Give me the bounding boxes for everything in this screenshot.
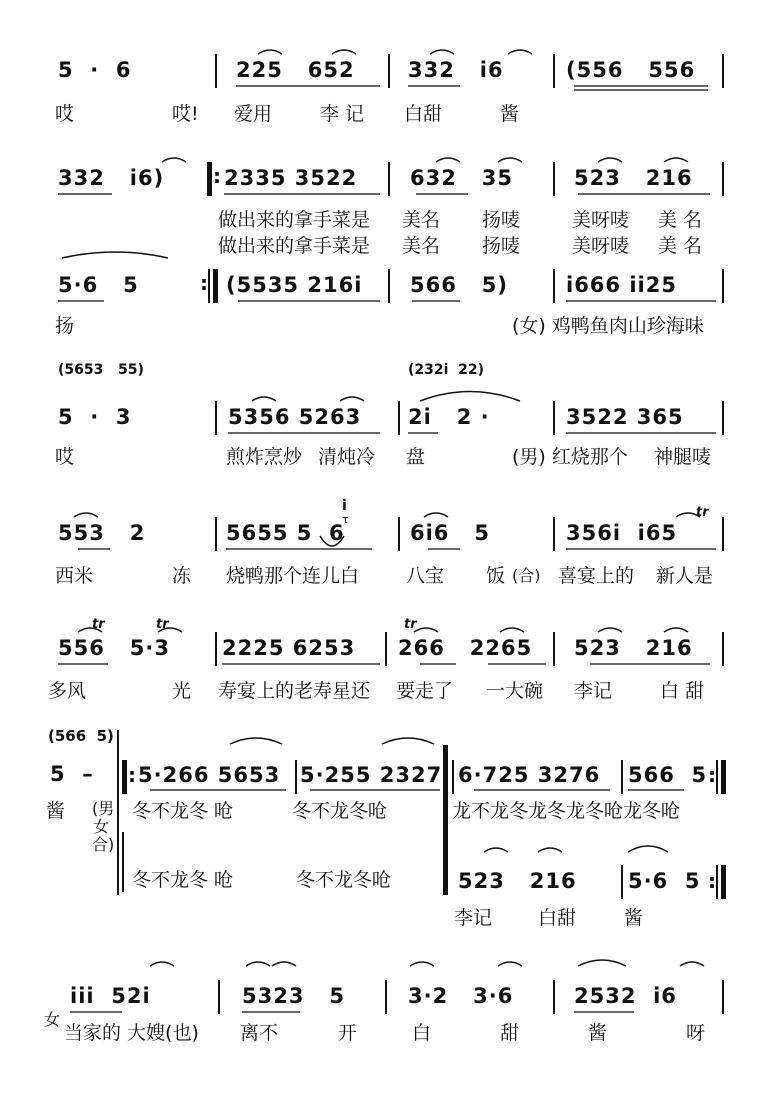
row1-m4: (556 556 (566, 58, 696, 82)
row7-lower-m1: 523 216 (458, 869, 577, 893)
row6-lyric: 李记 (574, 680, 613, 702)
row6-lyric: 一大碗 (486, 680, 544, 702)
row7-m5: 566 5 (628, 763, 708, 787)
trill-ornament: tr (696, 505, 709, 520)
row6-lyric: 要走了 (396, 680, 454, 702)
row7-lyric-lower: 冬不龙冬呛 (296, 869, 392, 891)
row2-lyric-verse2: 扬唛 (482, 235, 521, 257)
row2-lyric-verse2: 美名 (402, 235, 441, 257)
row6-m1: 556 5·3 (58, 636, 170, 660)
row5-m3: 6i6 5 (410, 521, 490, 545)
row4-m2: 5356 5263 (228, 405, 362, 429)
trill-ornament: tr (156, 617, 169, 632)
row8-lyric: 酱 (588, 1022, 608, 1044)
row1-lyric: 酱 (500, 103, 520, 125)
row4-lyric: 清炖冷 (318, 446, 376, 468)
row2-lyric-verse2: 做出来的拿手菜是 (218, 235, 371, 257)
trill-ornament: tr (92, 617, 105, 632)
row2-lyric: 做出来的拿手菜是 (218, 209, 371, 231)
row5-lyric: 烧鸭那个连儿白 (226, 565, 360, 587)
row2-lyric: 美 名 (658, 209, 703, 231)
row8-lyric: 开 (338, 1022, 358, 1044)
row4-m4: 3522 365 (566, 405, 684, 429)
row7-m3: 5·255 2327 (300, 763, 443, 787)
row2-m3: 632 35 (410, 166, 513, 190)
row7-lyric-lower: 冬不龙冬 呛 (132, 869, 234, 891)
row7-lyric-upper: 龙不龙冬龙冬龙冬呛龙冬呛 (452, 800, 681, 822)
row3-m1: 5·6 5 (58, 273, 139, 297)
row4-lyric: 神腿唛 (654, 446, 712, 468)
row8-m3: 3·2 3·6 (408, 984, 514, 1008)
row1-lyric: 白甜 (404, 103, 443, 125)
row1-lyric: 李 记 (320, 103, 365, 125)
row7-lyric-lower2: 酱 (624, 907, 644, 929)
row2-lyric: 美呀唛 (572, 209, 630, 231)
row8-lyric: 白 (412, 1022, 432, 1044)
row7-lyric-lower2: 白甜 (538, 907, 577, 929)
row8-lyric: 呀 (686, 1022, 706, 1044)
repeat-dots: : (708, 763, 716, 787)
row4-m1: 5 · 3 (58, 405, 132, 429)
row4-lyric: 煎炸烹炒 (226, 446, 303, 468)
repeat-dots: : (213, 164, 221, 188)
row8-lyric: 甜 (500, 1022, 520, 1044)
row5-m2: 5655 5 6 (226, 521, 345, 545)
row1-lyric: 哎 (55, 103, 75, 125)
row7-m4: 6·725 3276 (458, 763, 601, 787)
row6-m4: 523 216 (574, 636, 693, 660)
row6-m3: 266 2265 (398, 636, 533, 660)
row1-lyric: 爱用 (234, 103, 273, 125)
row2-lyric: 扬唛 (482, 209, 521, 231)
row7-lyric-upper: 冬不龙冬呛 (292, 800, 388, 822)
row1-lyric: 哎! (172, 103, 199, 125)
row3-m4: i666 ii25 (566, 273, 677, 297)
row6-lyric: 多风 (48, 680, 87, 702)
row8-m4: 2532 i6 (574, 984, 677, 1008)
row7-m2: 5·266 5653 (138, 763, 281, 787)
row8-lyric: 离不 (240, 1022, 279, 1044)
row2-m1: 332 i6) (58, 166, 165, 190)
row7-lower-m2: 5·6 5 (628, 869, 701, 893)
row4-above: (5653 55) (58, 362, 144, 378)
row3-m3: 566 5) (410, 273, 508, 297)
grace-mark: τ (342, 513, 349, 526)
row3-m2: (5535 216i (226, 273, 363, 297)
row3-lyric: 扬 (55, 315, 75, 337)
row6-lyric: 寿宴上的老寿星还 (218, 680, 371, 702)
row1-m3: 332 i6 (408, 58, 504, 82)
row7-lyric: 酱 (46, 800, 66, 822)
row7-m1: 5 – (50, 762, 94, 786)
row2-lyric: 美名 (402, 209, 441, 231)
voice-label-mixed: (男女合) (92, 799, 115, 854)
row3-lyric: (女) 鸡鸭鱼肉山珍海味 (512, 315, 704, 337)
row2-lyric-verse2: 美呀唛 (572, 235, 630, 257)
voice-label-female: 女 (44, 1010, 61, 1029)
row4-lyric: (男) 红烧那个 (512, 446, 628, 468)
row5-m4: 356i i65 (566, 521, 678, 545)
row8-lyric: 当家的 大嫂(也) (64, 1022, 199, 1044)
row2-m2: 2335 3522 (224, 166, 358, 190)
row6-lyric: 白 甜 (660, 680, 705, 702)
row5-chorus-tag: (合) (512, 566, 541, 585)
row4-lyric: 哎 (55, 446, 75, 468)
row8-m2: 5323 5 (242, 984, 345, 1008)
row5-lyric: 八宝 (406, 565, 445, 587)
repeat-dots: : (708, 869, 716, 893)
row4-lyric: 盘 (406, 446, 426, 468)
grace-note: i (342, 498, 347, 514)
row1-m1: 5 · 6 (58, 58, 132, 82)
row6-m2: 2225 6253 (222, 636, 356, 660)
row5-m1: 553 2 (58, 521, 146, 545)
row7-lyric-lower2: 李记 (454, 907, 493, 929)
row5-lyric: 喜宴上的 (558, 565, 635, 587)
row1-m2: 225 652 (236, 58, 355, 82)
row7-lyric-upper: 冬不龙冬 呛 (132, 800, 234, 822)
row5-lyric: 饭 (486, 565, 506, 587)
row8-m1: iii 52i (70, 984, 151, 1008)
row2-lyric-verse2: 美 名 (658, 235, 703, 257)
row2-m4: 523 216 (574, 166, 693, 190)
repeat-dots: : (200, 271, 208, 295)
repeat-dots: : (128, 763, 136, 787)
row7-above: (566 5) (48, 727, 114, 745)
row5-lyric: 新人是 (656, 565, 714, 587)
row6-lyric: 光 (172, 680, 192, 702)
row5-lyric: 冻 (172, 565, 192, 587)
trill-ornament: tr (404, 617, 417, 632)
row4-m3: 2i 2 · (408, 405, 490, 429)
row5-lyric: 西米 (55, 565, 94, 587)
row4-above: (232i 22) (408, 362, 485, 378)
